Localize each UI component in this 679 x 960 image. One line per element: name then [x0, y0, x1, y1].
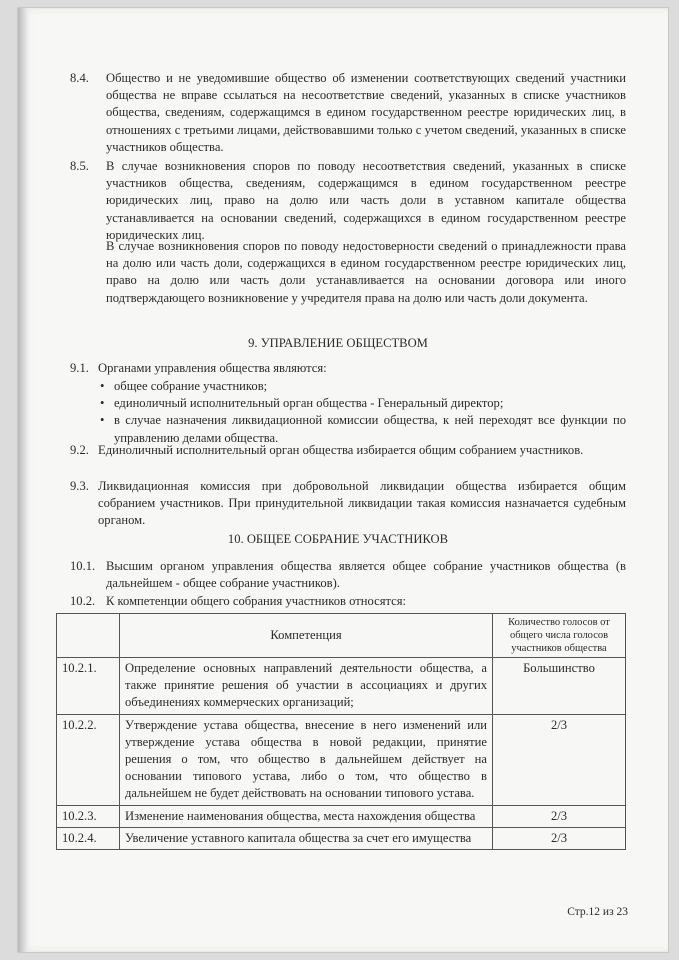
header-number-cell — [57, 614, 120, 658]
list-item: • общее собрание участников; — [98, 378, 626, 395]
paragraph-10-1: Высшим органом управления общества является общее собрание участников общества (в дальнейшем - общее собрание участников). — [106, 559, 626, 591]
row-competence: Определение основных направлений деятельности общества, а также принятие решения об участии в ассоциациях и других объединениях коммерческих организаций; — [120, 658, 493, 715]
header-votes: Количество голосов от общего числа голосов участников общества — [493, 614, 626, 658]
management-bodies-list — [98, 378, 626, 447]
paragraph-9-3: Ликвидационная комиссия при добровольной ликвидации общества избирается общим собранием участников. При принудительной ликвидации такая комиссия назначается судебным органом. — [98, 479, 626, 528]
row-number: 10.2.3. — [57, 805, 120, 827]
list-item: • в случае назначения ликвидационной комиссии общества, к ней переходят все функции по управлению делами общества. — [98, 412, 626, 446]
paragraph-10-2: К компетенции общего собрания участников относятся: — [106, 594, 407, 608]
list-item: • единоличный исполнительный орган общества - Генеральный директор; — [98, 395, 626, 412]
row-number: 10.2.1. — [57, 658, 120, 715]
page-number: Стр.12 из 23 — [567, 906, 628, 918]
table-row — [57, 714, 626, 805]
document-page — [18, 8, 668, 952]
table-row — [57, 827, 626, 849]
row-number: 10.2.2. — [57, 714, 120, 805]
row-votes: Большинство — [493, 658, 626, 715]
row-votes: 2/3 — [493, 805, 626, 827]
paragraph-9-2: Единоличный исполнительный орган общества избирается общим собранием участников. — [98, 443, 584, 457]
header-competence: Компетенция — [120, 614, 493, 658]
section-heading-10: 10. ОБЩЕЕ СОБРАНИЕ УЧАСТНИКОВ — [227, 532, 449, 546]
row-competence: Изменение наименования общества, места нахождения общества — [120, 805, 493, 827]
competence-table — [56, 613, 626, 850]
section-number: 10.1. — [70, 559, 96, 573]
table-header-row — [57, 614, 626, 658]
row-number: 10.2.4. — [57, 827, 120, 849]
row-competence: Увеличение уставного капитала общества за счет его имущества — [120, 827, 493, 849]
section-heading-9: 9. УПРАВЛЕНИЕ ОБЩЕСТВОМ — [248, 336, 428, 350]
paragraph-8-5-b: В случае возникновения споров по поводу недостоверности сведений о принадлежности права на долю или часть доли, содержащихся в едином государственном реестре юридических лиц, право на долю или часть доли устанавливается на основании договора или иного подтверждающего возникновение у учредителя права на долю или часть доли документа. — [106, 239, 626, 305]
section-number: 9.2. — [70, 443, 89, 457]
section-number: 8.4. — [70, 71, 89, 85]
paragraph-8-5-a: В случае возникновения споров по поводу несоответствия сведений, указанных в списке участников общества, сведениям, содержащимся в едином государственном реестре юридических лиц, право на долю или часть доли в уставном капитале общества устанавливается на основании сведений, содержащихся в едином государственном реестре юридических лиц. — [106, 159, 626, 242]
table-row — [57, 805, 626, 827]
paragraph-8-4: Общество и не уведомившие общество об изменении соответствующих сведений участники общества не вправе ссылаться на несоответствие сведений, указанных в списке участников общества, сведениям, содержащимся в едином государственном реестре юридических лиц, в отношениях с третьими лицами, действовавшими только с учетом сведений, указанных в списке участников общества. — [106, 71, 626, 154]
page-binding-shadow — [18, 8, 28, 952]
table-row — [57, 658, 626, 715]
row-votes: 2/3 — [493, 827, 626, 849]
section-number: 9.1. — [70, 361, 89, 375]
row-competence: Утверждение устава общества, внесение в него изменений или утверждение устава общества в новой редакции, принятие решения о том, что общество в дальнейшем действует на основании типового устава, либо о том, что общество в дальнейшем не будет действовать на основании типового устава. — [120, 714, 493, 805]
section-number: 8.5. — [70, 159, 89, 173]
section-number: 10.2. — [70, 594, 96, 608]
row-votes: 2/3 — [493, 714, 626, 805]
paragraph-9-1: Органами управления общества являются: — [98, 361, 327, 375]
section-number: 9.3. — [70, 479, 89, 493]
